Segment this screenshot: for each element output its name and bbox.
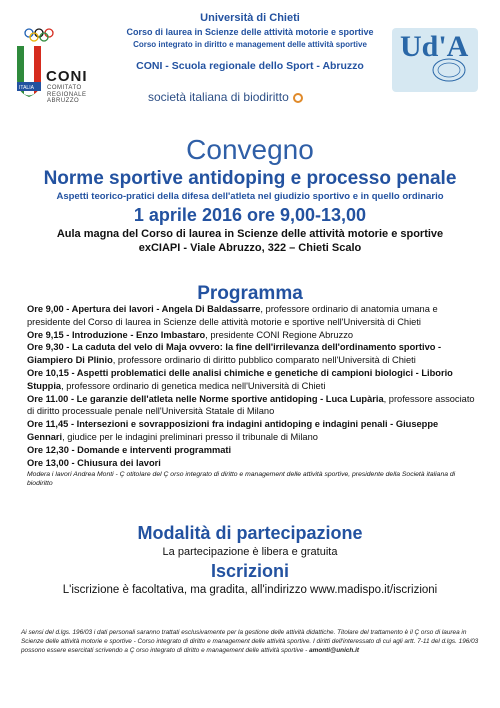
course-name: Corso di laurea in Scienze delle attività motorie e sportive	[126, 27, 374, 37]
coni-subtitle-1: COMITATO	[47, 85, 82, 91]
coni-wordmark: CONI	[46, 68, 88, 85]
olympic-rings-icon	[24, 28, 54, 42]
programma-item: Ore 10,15 - Aspetti problematici delle analisi chimiche e genetiche di campioni biologici - Liborio Stuppia, professore ordinario di genetica medica nell'Università di Chieti	[27, 367, 453, 391]
participation-text: La partecipazione è libera e gratuita	[162, 546, 338, 558]
coni-subtitle-2: REGIONALE ABRUZZO	[47, 92, 87, 104]
integrated-course: Corso integrato in diritto e management delle attività sportive	[133, 40, 367, 49]
registration-heading: Iscrizioni	[210, 561, 290, 581]
event-title: Norme sportive antidoping e processo penale	[43, 168, 457, 189]
university-name: Università di Chieti	[200, 12, 300, 24]
participation-heading: Modalità di partecipazione	[137, 523, 363, 543]
coni-school: CONI - Scuola regionale dello Sport - Abruzzo	[136, 60, 364, 72]
event-subtitle: Aspetti teorico-pratici della difesa dell'atleta nel giudizio sportivo e in quello ordinario	[56, 191, 444, 202]
registration-text: L'iscrizione è facoltativa, ma gradita, all'indirizzo www.madispo.it/iscrizioni	[62, 584, 438, 596]
programma-heading: Programma	[197, 283, 303, 304]
uda-logo	[392, 28, 478, 92]
event-venue-line2: exCIAPI - Viale Abruzzo, 322 – Chieti Scalo	[138, 242, 362, 254]
event-kind: Convegno	[186, 134, 314, 165]
society-logo	[148, 90, 303, 104]
uda-wordmark: Ud'A	[400, 30, 469, 63]
programma-item: Ore 9,30 - La caduta del velo di Maja ovvero: la fine dell'irrilevanza dell'ordinamento sportivo - Giampiero Di Plinio, professore ordinario di diritto pubblico comparato nell'Università di Chieti	[27, 342, 442, 366]
programma-item: Ore 11.00 - Le garanzie dell'atleta nelle Norme sportive antidoping - Luca Lupària, professore associato di diritto processuale penale nell'Università Statale di Milano	[27, 393, 475, 417]
programma-list	[27, 303, 475, 488]
privacy-footer	[21, 628, 481, 655]
programma-item: Ore 9,00 - Apertura dei lavori - Angela Di Baldassarre, professore ordinario di anatomia umana e presidente del Corso di laurea in Scienze delle attività motorie e sportive nell'Università di Chieti	[27, 304, 438, 327]
society-mark-icon	[293, 93, 303, 103]
coni-logo	[14, 28, 94, 108]
event-date: 1 aprile 2016 ore 9,00-13,00	[133, 205, 367, 225]
university-seal-icon	[432, 58, 466, 82]
programma-item: Ore 13,00 - Chiusura dei lavori	[27, 457, 161, 468]
moderator-note: Modera i lavori Andrea Monti - Ç otitolare del Ç orso integrato di diritto e management delle attività sportive, presidente della Società italiana di biodiritto	[27, 471, 456, 488]
event-venue-line1: Aula magna del Corso di laurea in Scienze delle attività motorie e sportive	[56, 228, 444, 240]
programma-item: Ore 12,30 - Domande e interventi programmati	[27, 444, 232, 455]
society-name: società italiana di biodiritto	[148, 90, 289, 104]
programma-item: Ore 11,45 - Intersezioni e sovrapposizioni fra indagini antidoping e indagini penali - Giuseppe Gennari, giudice per le indagini preliminari presso il tribunale di Milano	[27, 419, 439, 442]
programma-item: Ore 9,15 - Introduzione - Enzo Imbastaro, presidente CONI Regione Abruzzo	[27, 329, 354, 340]
privacy-text: Ai sensi del d.lgs. 196/03 i dati personali saranno trattati esclusivamente per la gestione delle attività didattiche. Titolare del trattamento è il Ç orso di laurea in Scienze delle attività motorie e sportive - Corso integrato di diritto e management delle attività sportive. I diritti dell'interessato di cui agli artt. 7-11 del d.lgs. 196/03 possono essere esercitati scrivendo a Ç orso integrato di diritto e management delle attività sportive -	[21, 629, 479, 654]
contact-email[interactable]: amonti@unich.it	[309, 647, 359, 654]
coni-italia-label: ITALIA	[19, 85, 34, 91]
